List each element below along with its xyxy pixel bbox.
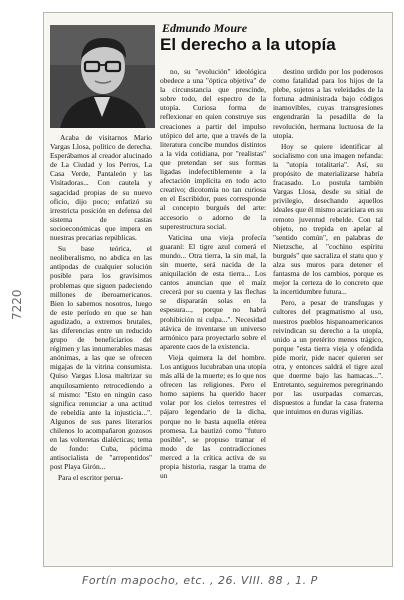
- archive-stamp-number: 7220: [10, 289, 24, 320]
- paragraph: Para el escritor perua-: [58, 473, 124, 483]
- article-author: Edmundo Moure: [162, 21, 248, 35]
- article-column-2: [160, 67, 266, 482]
- paragraph: destino urdido por los poderosos como fatalidad para los hijos de la plebe, sujetos a las veleidades de la fortuna administrada bajo códigos inamovibles, cuyas transgresiones engendrarán la pesadilla de la revolución, hermana luctuosa de la utopía.: [273, 67, 383, 140]
- paragraph: Vieja quimera la del hombre. Los antiguos lucubraban una utopía más allá de la muerte; es lo que nos ofrecen las religiones. Pero el homo sapiens ha querido hacer volar por los cielos terrestres el pájaro legendario de la dicha, porque no le basta aquella etérea promesa. La bautizó como "futuro posible", se propuso tramar el modo de las contradicciones merced a la crítica activa de su propia historia, rasgar la trama de un: [160, 352, 266, 481]
- paragraph: Acaba de visitarnos Mario Vargas Llosa, político de derecha. Esperábamos al creador alucinado de La Ciudad y los Perros, La Casa Verde, Pantaleón y las Visitadoras... Con cautela y sagacidad propias de su nuevo oficio, dijo poco; enfatizó su irrestricta posición en defensa del sistema de castas socioeconómicas que impera en nuestras precarias repúblicas.: [50, 133, 152, 243]
- article-column-1: [50, 133, 152, 485]
- author-portrait-image: [50, 25, 155, 128]
- handwritten-source-note: Fortín mapocho, etc. , 26. VIII. 88 , 1. P: [82, 574, 318, 587]
- paragraph: Su base teórica, el neoliberalismo, no abdica en las antípodas de cualquier solución posible para los gravísimos problemas que siguen padeciendo millones de iberoamericanos. Bien lo sabemos nosotros, luego de este período en que se han agudizado, a extremos brutales, las diferencias entre un reducido grupo de beneficiarios del régimen y las innumerables masas anónimas, a las que se ofrecen migajas de la vitrina consumista. Quiso Vargas Llosa maltrizar su anquilosamiento retrocediendo a sí mismo: "Esto en ningún caso significa renunciar a una actitud de rebeldía ante la injusticia...". Algunos de sus pares literarios chilenos lo acompañaron gozosos en las volteretas dialécticas; tema de fondo: Cuba, pócima antisocialista de "arrepentidos" post Playa Girón...: [50, 244, 152, 472]
- author-photo: [50, 25, 155, 128]
- newspaper-clipping: [43, 12, 393, 567]
- article-title: El derecho a la utopía: [160, 35, 336, 54]
- paragraph: Hoy se quiere identificar al socialismo con una imagen nefanda: la "utopía totalitaria". Así, su propósito de materializarse habría fracasado. Lo postula también Vargas Llosa, desde su sitial de privilegio, desechando aquellos ideales que él mismo acariciara en su remoto juventud rebelde. Con tal objeto, no trepida en apelar al "sentido común", en palabras de Nietzsche, al "cochino espíritu burgués" que sacraliza el statu quo y alza sus muros para detener el fantasma de los cambios, porque es mejor la certeza de lo concreto que la incertidumbre futura...: [273, 141, 383, 297]
- paragraph: Pero, a pesar de transfugas y cultores del pragmatismo al uso, nuestros pueblos hispanoamericanos reivindican su derecho a la utopía, unido a un pretérito menos trágico, porque "esta tierra vieja y ofendida pide morir, pide nacer quieren ser otra, y entonces saldrá el tigre azul que duerme bajo las hamacas...". Entretanto, seguiremos peregrinando por las usurpadas comarcas, dispuestos a fundar la casa fraterna que intuimos en duras vigilias.: [273, 298, 383, 417]
- article-column-3: [273, 67, 383, 419]
- paragraph: no, su "evolución" ideológica obedece a una "óptica objetiva" de la circunstancia que prescinde, sobre todo, del espectro de la utopía. Curiosa forma de reflexionar en quien construye sus creaciones a partir del impulso utópico del arte, que a través de la literatura concibe mundos distintos a la vida cotidiana, por "realistas" que pretendan ser sus formas ligadas indefectiblemente a la afectación implícita en todo acto creativo; dicotomía no tan curiosa en el Escribidor, pues corresponde al concepto burgués del arte: accesorio o adorno de la superestructura social.: [160, 67, 266, 231]
- paragraph: Vaticina una vieja profecía guaraní: El tigre azul comerá el mundo... Otra tierra, la sin mal, la sin muerte, será nacida de la aniquilación de esta tierra... Los cantos anuncian que el maíz crecerá por su cuenta y las flechas se dispararán solas en la espesura..., porque no habrá prohibición ni culpa...". Necesidad atávica de inventarse un universo armónico para proyectarlo sobre el aparente caos de la existencia.: [160, 232, 266, 351]
